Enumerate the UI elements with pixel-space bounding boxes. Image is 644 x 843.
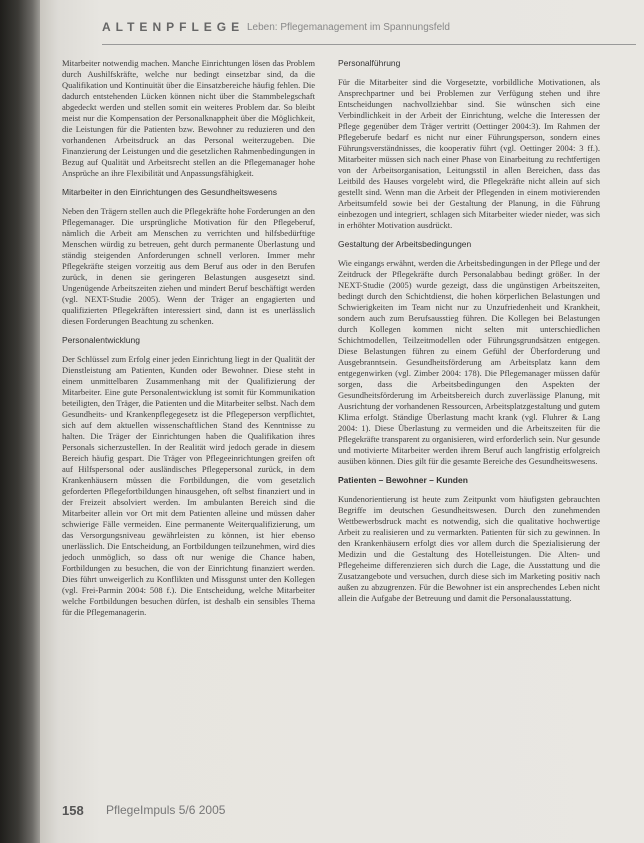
paragraph: Kundenorientierung ist heute zum Zeitpunkt vom häufigsten gebrauchten Begriffe im deutschen Gesundheitswesen. Durch den zunehmenden Wettbewerbsdruck macht es notwendig, sich die qualitative hochwertige Arbeit zu realisieren und zu vermarkten. Patienten für sich zu gewinnen. In den Krankenhäusern erfolgt dies vor allem durch die Spezialisierung der Medizin und die Gestaltung des Hotelleistungen. Die Alten- und Pflegeheime differenzieren sich durch die Lage, die Ausstattung und die Zusatzangebote und versuchen, durch diese sich im Marketing positiv nach außen zu abzugrenzen. Für die Bewohner ist ein ansprechendes Leben nicht allein die Aufgabe der Betreuung und damit die Personalausstattung.	[338, 494, 600, 603]
section-heading: Patienten – Bewohner – Kunden	[338, 475, 468, 485]
right-column	[338, 58, 600, 611]
running-header	[102, 20, 634, 36]
paragraph: Für die Mitarbeiter sind die Vorgesetzte, vorbildliche Motivationen, als Ansprechpartner und bei Problemen zur Verfügung stehen und ihre Entscheidungen nachvollziehbar sind. Sie wünschen sich eine Verbindlichkeit in der Arbeit der Einrichtung, welche die Interessen der Pflege gegenüber dem Träger vertritt (Oettinger 2004:3). Im Rahmen der Pflegeberufe bedarf es nicht nur einer Führungsperson, sondern eines Führungsverständnisses, die kooperativ führt (vgl. Oettinger 2004: 3 ff.). Mitarbeiter müssen sich nach einer Phase von Einarbeitung zu rechtfertigen von der Arbeitsorganisation, Leitungsstil in allen Bereichen, dass das Leitbild des Hauses vorgelebt wird, die Pflegekräfte nicht allein auf sich gestellt sind. Wenn man die Arbeit der Pflegenden in einem motivierenden Arbeitsumfeld sowie bei der Gestaltung der Planung, in die Führung einbezogen und integriert, schlagen sich Mitarbeiter wieder nieder, was sich in erhöhter Motivation ausdrückt.	[338, 77, 600, 230]
paragraph: Mitarbeiter notwendig machen. Manche Einrichtungen lösen das Problem durch Aushilfskräfte, welche nur bedingt einsetzbar sind, da die Qualifikation und Kontinuität über die Einsatzbereiche häufig fehlen. Die dadurch entstehenden Lücken können nicht über die Stammbelegschaft abgedeckt werden und stellen somit ein weiteres Problem dar. So bleibt meist nur die Kompensation der Personalknappheit über die Möglichkeit, die Leistungen für die Patienten bzw. Bewohner zu reduzieren und den vorhandenen Arbeitsdruck an das Personal weiterzugeben. Die Finanzierung der Leistungen und die gesetzlichen Rahmenbedingungen in Bezug auf Qualität und Arbeitsrecht stellen an die Pflegemanager hohe Ansprüche an ihre Flexibilität und Anpassungsfähigkeit.	[62, 58, 315, 178]
paragraph: Wie eingangs erwähnt, werden die Arbeitsbedingungen in der Pflege und der Zeitdruck der Pflegekräfte durch Personalabbau bedingt größer. In der NEXT-Studie (2005) wurde gezeigt, dass die ungünstigen Arbeitszeiten, bedingt durch den Schichtdienst, die hohen körperlichen Belastungen und Schwierigkeiten im Team nicht nur zu Unzufriedenheit und Krankheit, sondern auch zum Berufsausstieg führen. Die Kollegen bei Belastungen durch Kollegen kommen nicht selten mit unterschiedlichen Schichtmodellen, Teilzeitmodellen oder Führungsgrundsätzen entgegen. Diese Belastungen führen zu einem Gefühl der Überforderung und Ausgebranntsein. Gesundheitsförderung am Arbeitsplatz kann dem entgegenwirken (vgl. Zimber 2004: 178). Die Pflegemanager müssen dafür sorgen, dass die Arbeitsbedingungen den Aspekten der Gesundheitsförderung im Arbeitsbereich durch zuverlässige Planung, mit Ausrichtung der vorhandenen Ressourcen, Arbeitsplatzgestaltung und gutem Klima erfolgt. Ständige Überlastung macht krank (vgl. Fluhrer & Lang 2004: 1). Diese Überlastung zu vermeiden und die Arbeitszeiten für die Pflegekräfte transparent zu organisieren, wird erforderlich sein. Nur gesunde und motivierte Mitarbeiter werden ihrem Beruf auch langfristig erfolgreich ausüben können. Dies gilt für die gesamte Bereiche des Gesundheitswesens.	[338, 258, 600, 466]
section-heading: Mitarbeiter in den Einrichtungen des Gesundheitswesens	[62, 187, 277, 197]
section-heading: Personalführung	[338, 58, 401, 68]
paragraph: Neben den Trägern stellen auch die Pflegekräfte hohe Forderungen an den Pflegemanager. Die ursprüngliche Motivation für den Pflegeberuf, nämlich die Arbeit am Menschen zu verrichten und hilfsbedürftige Menschen würdig zu betreuen, geht durch permanente Überlastung und ständig steigenden Anforderungen schnell verloren. Immer mehr Pflegekräfte steigen vorzeitig aus dem Beruf aus oder in den Berufen zurück, in denen sie geringeren Belastungen ausgesetzt sind. Ungenügende Arbeitszeiten ziehen und mindert Beruf beschäftigt werden (vgl. NEXT-Studie 2005). Wenn der Träger an engagierten und qualifizierten Pflegekräften interessiert sind, dann ist es unerlässlich diesen Forderungen Beachtung zu schenken.	[62, 206, 315, 326]
section-heading: Personalentwicklung	[62, 335, 140, 345]
header-title: Leben: Pflegemanagement im Spannungsfeld	[247, 22, 450, 33]
journal-name: PflegeImpuls 5/6 2005	[106, 803, 226, 817]
book-page	[40, 0, 644, 843]
section-label: ALTENPFLEGE	[102, 20, 245, 34]
left-column	[62, 58, 315, 625]
page-number: 158	[62, 803, 84, 818]
header-rule	[102, 44, 636, 45]
paragraph: Der Schlüssel zum Erfolg einer jeden Einrichtung liegt in der Qualität der Dienstleistung am Patienten, Kunden oder Bewohner. Diese steht in einem unmittelbaren Zusammenhang mit der Qualifizierung der Mitarbeiter. Eine gute Personalentwicklung ist somit für Kommunikation beteiligten, den Träger, die Patienten und die Mitarbeiter selbst. Nach dem Gesundheits- und Krankenpflegegesetz ist die Pflegeperson verpflichtet, sich auf dem aktuellen wissenschaftlichen Stand des Kenntnisse zu halten. Die Träger der Einrichtungen haben die Qualifikation ihres Personals sicherzustellen. In der Realität wird jedoch gerade in diesem Bereich häufig gespart. Die Träger von Pflegeeinrichtungen greifen oft auf Hilfspersonal oder ausländisches Pflegepersonal zurück, in dem Krankenhäusern müssen die Fortbildungen, die vom gesetzlich geforderten Pflegefortbildungen hinausgehen, oft selbst finanziert und in der Freizeit absolviert werden. Im ambulanten Bereich sind die Mitarbeiter allein vor Ort mit dem Patienten alleine und müssen daher schwierige Fälle vermeiden. Eine permanente Weiterqualifizierung, um das Versorgungsniveau gewährleisten zu können, ist hier ebenso unerlässlich. Die Entscheidung, an Fortbildungen teilzunehmen, wird dies jedoch unmöglich, so dass oft nur wenige die Chance haben, Fortbildungen zu besuchen, die von der Einrichtung finanziert werden. Dies führt unweigerlich zu Konflikten und Missgunst unter den Kollegen (vgl. Frei-Parmin 2004: 508 f.). Die Entscheidung, welche Mitarbeiter welche Fortbildungen besuchen dürfen, ist deshalb ein sensibles Thema für die Pflegemanagerin.	[62, 354, 315, 617]
section-heading: Gestaltung der Arbeitsbedingungen	[338, 239, 472, 249]
book-gutter	[0, 0, 40, 843]
